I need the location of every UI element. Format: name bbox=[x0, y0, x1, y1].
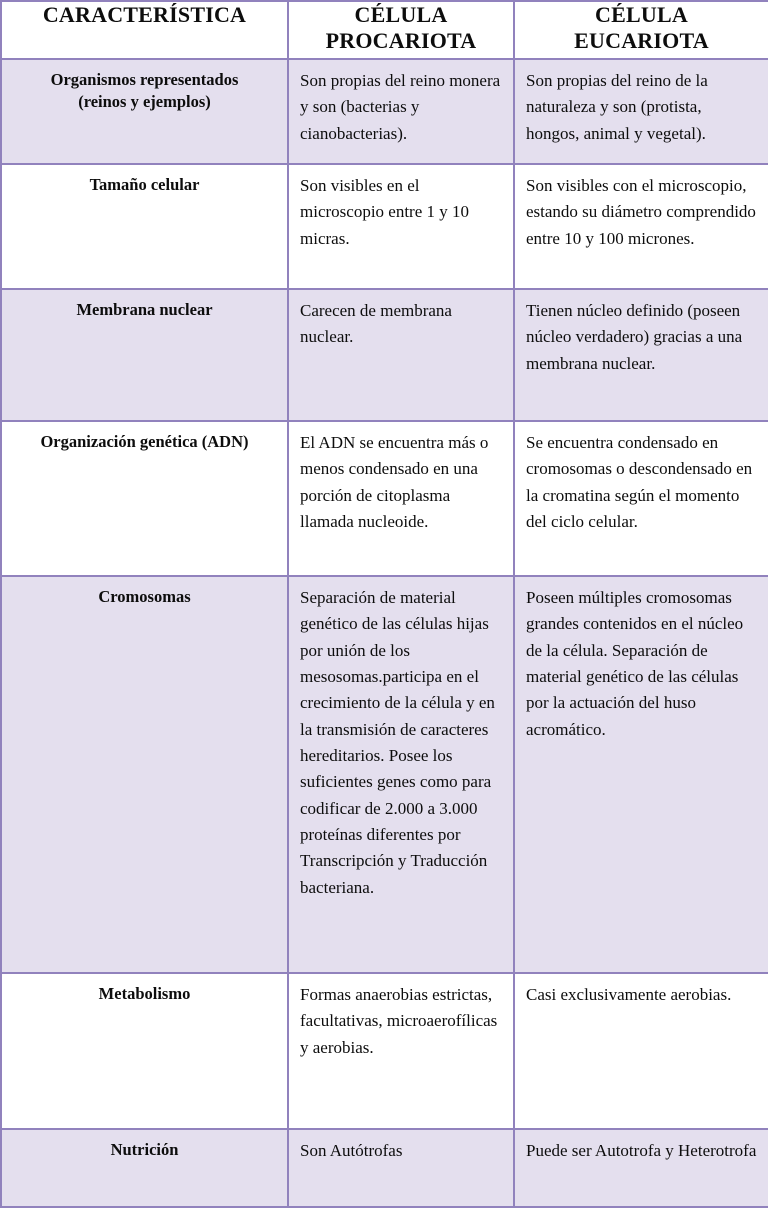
table-row bbox=[1, 164, 768, 289]
row-label-organizacion-genetica-adn: Organización genética (ADN) bbox=[1, 421, 288, 576]
row-label-organismos-representados-line1: Organismos representados bbox=[50, 70, 239, 89]
table-row bbox=[1, 973, 768, 1129]
column-header-celula-procariota bbox=[288, 1, 514, 59]
column-header-celula-eucariota bbox=[514, 1, 768, 59]
cell-organismos-eucariota: Son propias del reino de la naturaleza y son (protista, hongos, animal y vegetal). bbox=[514, 59, 768, 164]
header-row bbox=[1, 1, 768, 59]
cell-cromosomas-procariota: Separación de material genético de las células hijas por unión de los mesosomas.participa en el crecimiento de la célula y en la transmisión de caracteres hereditarios. Posee los suficientes genes como para codificar de 2.000 a 3.000 proteínas diferentes por Transcripción y Traducción bacteriana. bbox=[288, 576, 514, 973]
cell-nutricion-eucariota: Puede ser Autotrofa y Heterotrofa bbox=[514, 1129, 768, 1207]
cell-membrana-eucariota: Tienen núcleo definido (poseen núcleo verdadero) gracias a una membrana nuclear. bbox=[514, 289, 768, 421]
table-body bbox=[1, 59, 768, 1207]
row-label-organismos-representados-line2: (reinos y ejemplos) bbox=[78, 92, 211, 112]
table-row bbox=[1, 59, 768, 164]
row-label-nutricion: Nutrición bbox=[1, 1129, 288, 1207]
column-header-celula-procariota-line2: PROCARIOTA bbox=[325, 27, 477, 53]
column-header-celula-procariota-line1: CÉLULA bbox=[354, 2, 448, 27]
column-header-celula-eucariota-line1: CÉLULA bbox=[595, 2, 688, 27]
table-row bbox=[1, 421, 768, 576]
row-label-cromosomas: Cromosomas bbox=[1, 576, 288, 973]
table-row bbox=[1, 576, 768, 973]
cell-tamano-eucariota: Son visibles con el microscopio, estando su diámetro comprendido entre 10 y 100 micrones. bbox=[514, 164, 768, 289]
row-label-metabolismo: Metabolismo bbox=[1, 973, 288, 1129]
column-header-celula-eucariota-line2: EUCARIOTA bbox=[574, 27, 709, 53]
cell-cromosomas-eucariota: Poseen múltiples cromosomas grandes contenidos en el núcleo de la célula. Separación de material genético de las células por la actuación del huso acromático. bbox=[514, 576, 768, 973]
cell-organismos-procariota: Son propias del reino monera y son (bacterias y cianobacterias). bbox=[288, 59, 514, 164]
row-label-tamano-celular: Tamaño celular bbox=[1, 164, 288, 289]
table-row bbox=[1, 1129, 768, 1207]
cell-adn-eucariota: Se encuentra condensado en cromosomas o descondensado en la cromatina según el momento del ciclo celular. bbox=[514, 421, 768, 576]
cell-nutricion-procariota: Son Autótrofas bbox=[288, 1129, 514, 1207]
table-header bbox=[1, 1, 768, 59]
row-label-organismos-representados bbox=[1, 59, 288, 164]
cell-metabolismo-eucariota: Casi exclusivamente aerobias. bbox=[514, 973, 768, 1129]
column-header-caracteristica: CARACTERÍSTICA bbox=[1, 1, 288, 59]
cell-adn-procariota: El ADN se encuentra más o menos condensado en una porción de citoplasma llamada nucleoide. bbox=[288, 421, 514, 576]
cell-tamano-procariota: Son visibles en el microscopio entre 1 y 10 micras. bbox=[288, 164, 514, 289]
cell-metabolismo-procariota: Formas anaerobias estrictas, facultativas, microaerofílicas y aerobias. bbox=[288, 973, 514, 1129]
cell-membrana-procariota: Carecen de membrana nuclear. bbox=[288, 289, 514, 421]
table-row bbox=[1, 289, 768, 421]
row-label-membrana-nuclear: Membrana nuclear bbox=[1, 289, 288, 421]
